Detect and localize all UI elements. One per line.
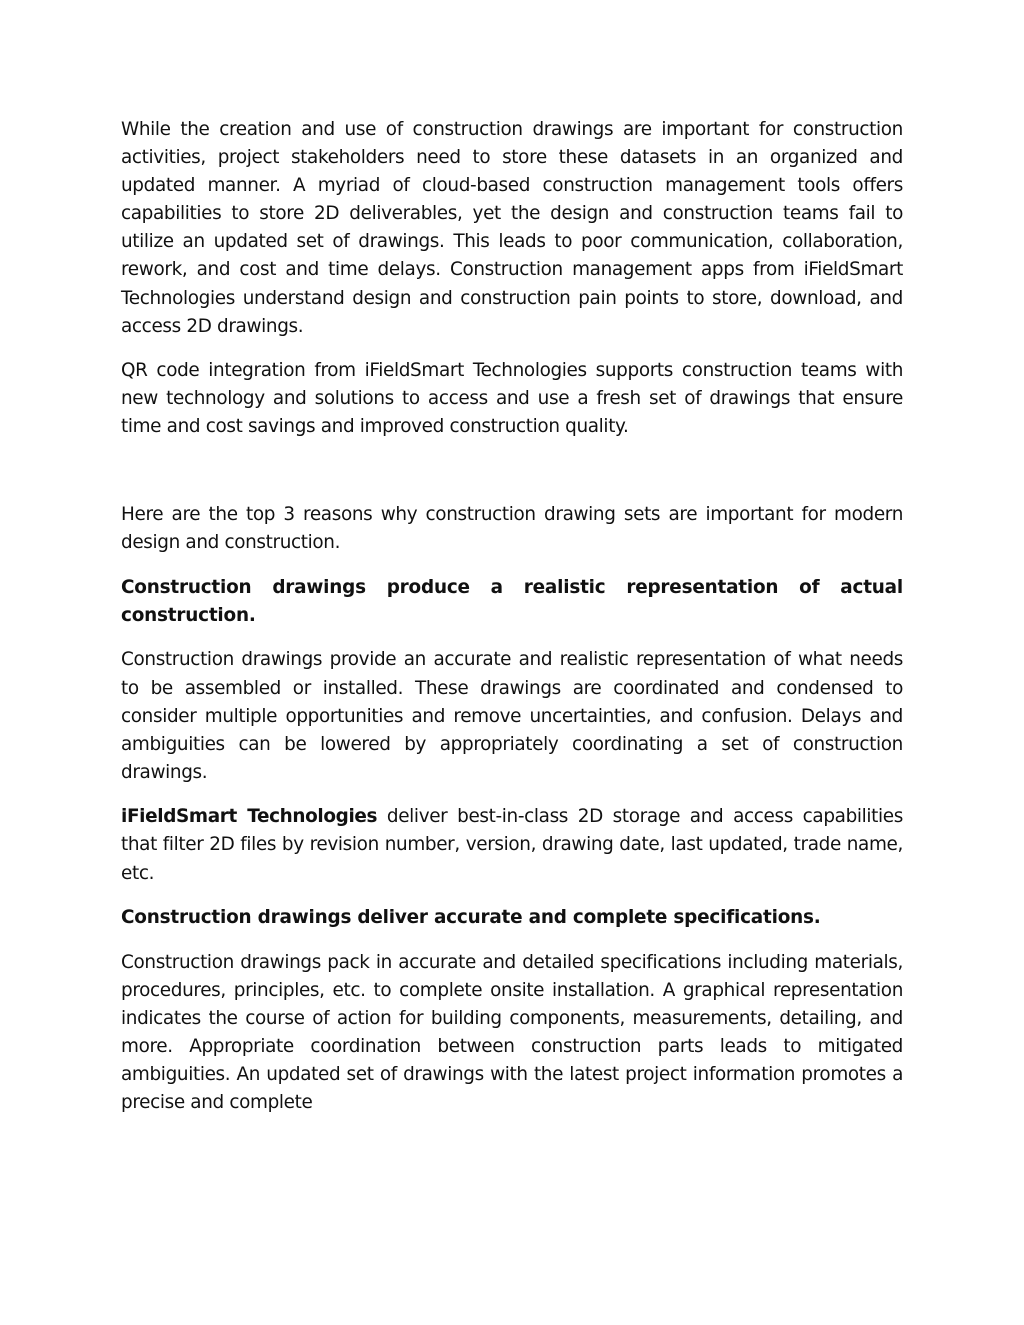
company-name: iFieldSmart Technologies bbox=[121, 806, 378, 828]
reason-1-heading: Construction drawings produce a realistic representation of actual construction. bbox=[121, 576, 903, 626]
reason-2-heading: Construction drawings deliver accurate and complete specifications. bbox=[121, 907, 821, 929]
top-reasons-paragraph: Here are the top 3 reasons why construction drawing sets are important for modern design and construction. bbox=[121, 504, 903, 554]
qr-code-paragraph: QR code integration from iFieldSmart Technologies supports construction teams with new technology and solutions to access and use a fresh set of drawings that ensure time and cost savings and improved construction quality. bbox=[121, 360, 903, 438]
reason-1-paragraph: Construction drawings provide an accurate and realistic representation of what needs to be assembled or installed. These drawings are coordinated and condensed to consider multiple opportunities and remove uncertainties, and confusion. Delays and ambiguities can be lowered by appropriately coordinating a set of construction drawings. bbox=[121, 649, 903, 783]
ifieldsmart-paragraph-text: deliver best-in-class 2D storage and access capabilities that filter 2D files by revision number, version, drawing date, last updated, trade name, etc. bbox=[121, 806, 904, 884]
reason-2-paragraph: Construction drawings pack in accurate and detailed specifications including materials, procedures, principles, etc. to complete onsite installation. A graphical representation indicates the course of action for building components, measurements, detailing, and more. Appropriate coordination between construction parts leads to mitigated ambiguities. An updated set of drawings with the latest project information promotes a precise and complete bbox=[121, 951, 903, 1114]
document-page bbox=[121, 116, 903, 1117]
ifieldsmart-paragraph bbox=[121, 803, 903, 887]
intro-paragraph: While the creation and use of construction drawings are important for construction activities, project stakeholders need to store these datasets in an organized and updated manner. A myriad of cloud-based construction management tools offers capabilities to store 2D deliverables, yet the design and construction teams fail to utilize an updated set of drawings. This leads to poor communication, collaboration, rework, and cost and time delays. Construction management apps from iFieldSmart Technologies understand design and construction pain points to store, download, and access 2D drawings. bbox=[121, 119, 903, 337]
blank-spacer bbox=[121, 458, 903, 501]
